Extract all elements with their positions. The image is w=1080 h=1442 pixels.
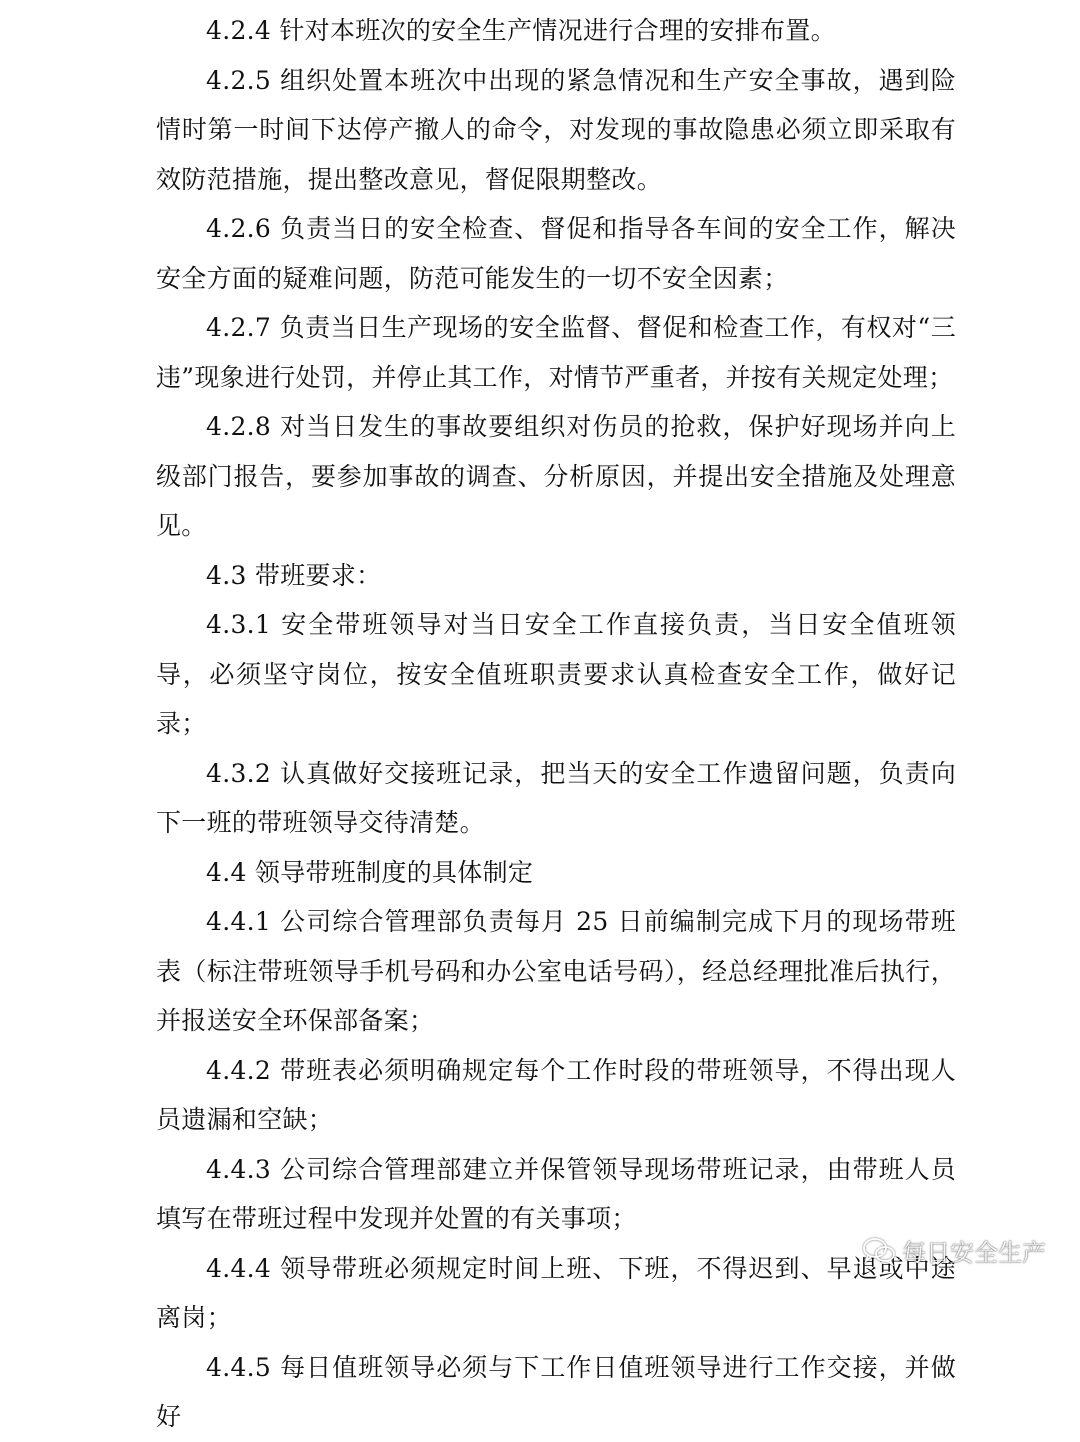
paragraph-4-4-1: 4.4.1 公司综合管理部负责每月 25 日前编制完成下月的现场带班表（标注带班领导手机号码和办公室电话号码），经总经理批准后执行，并报送安全环保部备案；: [156, 907, 956, 1035]
document-body: [156, 6, 956, 1442]
paragraph-4-4-5: 4.4.5 每日值班领导必须与下工作日值班领导进行工作交接，并做好: [156, 1352, 956, 1431]
section-heading-4-4: 4.4 领导带班制度的具体制定: [206, 857, 534, 887]
paragraph-4-2-7: 4.2.7 负责当日生产现场的安全监督、督促和检查工作，有权对“三违”现象进行处罚，并停止其工作，对情节严重者，并按有关规定处理；: [156, 313, 956, 392]
watermark-text: 每日安全生产: [902, 1239, 1046, 1267]
wechat-icon: [862, 1236, 896, 1266]
paragraph-4-4-4: 4.4.4 领导带班必须规定时间上班、下班，不得迟到、早退或中途离岗；: [156, 1253, 956, 1332]
paragraph-4-2-5: 4.2.5 组织处置本班次中出现的紧急情况和生产安全事故，遇到险情时第一时间下达停产撤人的命令，对发现的事故隐患必须立即采取有效防范措施，提出整改意见，督促限期整改。: [156, 65, 956, 194]
paragraph-4-2-4: 4.2.4 针对本班次的安全生产情况进行合理的安排布置。: [206, 16, 836, 45]
section-heading-4-3: 4.3 带班要求：: [206, 560, 382, 590]
paragraph-4-3-1: 4.3.1 安全带班领导对当日安全工作直接负责，当日安全值班领导，必须坚守岗位，按安全值班职责要求认真检查安全工作，做好记录；: [156, 610, 956, 738]
paragraph-4-4-3: 4.4.3 公司综合管理部建立并保管领导现场带班记录，由带班人员填写在带班过程中发现并处置的有关事项；: [156, 1154, 956, 1233]
watermark: [862, 1233, 1046, 1268]
paragraph-4-2-6: 4.2.6 负责当日的安全检查、督促和指导各车间的安全工作，解决安全方面的疑难问题，防范可能发生的一切不安全因素；: [156, 214, 956, 293]
paragraph-4-4-2: 4.4.2 带班表必须明确规定每个工作时段的带班领导，不得出现人员遗漏和空缺；: [156, 1055, 956, 1134]
paragraph-4-3-2: 4.3.2 认真做好交接班记录，把当天的安全工作遗留问题，负责向下一班的带班领导交待清楚。: [156, 758, 956, 837]
paragraph-4-2-8: 4.2.8 对当日发生的事故要组织对伤员的抢救，保护好现场并向上级部门报告，要参加事故的调查、分析原因，并提出安全措施及处理意见。: [156, 412, 956, 540]
